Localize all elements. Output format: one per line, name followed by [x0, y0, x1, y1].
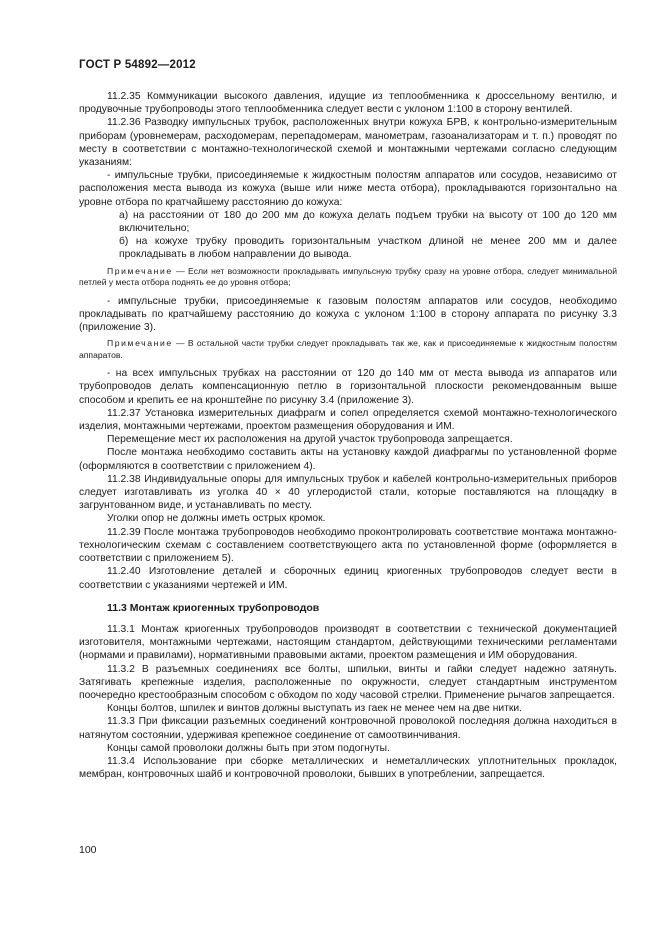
paragraph-11-2-39: 11.2.39 После монтажа трубопроводов необходимо проконтролировать соответствие монтажа монтажно-технологическим схемам с составлением соответствующего акта по установленной форме (оформляется в соответствии с приложением 5). [79, 526, 617, 565]
paragraph-11-2-36: 11.2.36 Разводку импульсных трубок, расположенных внутри кожуха БРВ, к контрольно-измерительным приборам (уровнемерам, расходомерам, перепадомерам, манометрам, газоанализаторам и т. п.) проводят по месту в соответствии с монтажно-технологической схемой и монтажными чертежами согласно следующим указаниям: [79, 117, 617, 169]
paragraph-11-2-40: 11.2.40 Изготовление деталей и сборочных единиц криогенных трубопроводов следует вести в соответствии с указаниями чертежей и ИМ. [79, 566, 617, 591]
paragraph-wire-ends: Концы самой проволоки должны быть при этом подогнуты. [107, 742, 390, 754]
note-label: Примечание [107, 265, 173, 276]
paragraph-acts: После монтажа необходимо составить акты на установку каждой диафрагмы по установленной форме (оформляются в соответствии с приложением 4). [79, 447, 617, 472]
list-item-compensation-loop: - на всех импульсных трубках на расстоянии от 120 до 140 мм от места вывода из аппаратов или трубопроводов делать компенсационную петлю в горизонтальной плоскости рекомендованным выше способом и крепить ее на кронштейне по рисунку 3.4 (приложение 3). [79, 368, 617, 406]
paragraph-11-3-2: 11.3.2 В разъемных соединениях все болты, шпильки, винты и гайки следует надежно затянуть. Затягивать крепежные изделия, расположенные по окружности, следует стандартным инструментом поочередно крестообразным способом с обходом по ходу часовой стрелки. Применение рычагов запрещается. [79, 663, 617, 701]
note-label: Примечание [107, 338, 173, 349]
sub-item-a: а) на расстоянии от 180 до 200 мм до кожуха делать подъем трубки на высоту от 100 до 120 мм включительно; [119, 209, 617, 235]
paragraph-11-3-4: 11.3.4 Использование при сборке металлических и неметаллических уплотнительных прокладок, мембран, контровочных шайб и контровочной проволоки, бывших в употреблении, запрещается. [79, 755, 617, 781]
note-text: — В остальной части трубки следует прокладывать так же, как и присоединяемые к жидкостным полостям аппаратов. [79, 338, 617, 360]
paragraph-11-2-38: 11.2.38 Индивидуальные опоры для импульсных трубок и кабелей контрольно-измерительных приборов следует изготавливать из уголка 40 × 40 углеродистой стали, которые поставляются на площадку в загрунтованном виде, и устанавливать по месту. [79, 473, 617, 512]
page-number: 100 [79, 844, 97, 856]
paragraph-11-3-1: 11.3.1 Монтаж криогенных трубопроводов производят в соответствии с технической документацией изготовителя, монтажными чертежами, настоящим стандартом, действующими техническими регламентами (нормами и правилами), нормативными правовыми актами, проектом размещения и ИМ оборудования. [79, 623, 617, 662]
section-heading-11-3: 11.3 Монтаж криогенных трубопроводов [107, 601, 320, 614]
note-2 [79, 338, 617, 361]
paragraph-11-3-3: 11.3.3 При фиксации разъемных соединений контровочной проволокой последняя должна находиться в натянутом состоянии, удерживая крепежное соединение от самоотвинчивания. [79, 716, 617, 741]
paragraph-relocation-prohibited: Перемещение мест их расположения на другой участок трубопровода запрещается. [107, 434, 513, 446]
note-text: — Если нет возможности прокладывать импульсную трубку сразу на уровне отбора, следует минимальной петлей у места отбора поднять ее до уровня отбора; [79, 265, 617, 288]
note-1 [79, 266, 617, 289]
standard-header: ГОСТ Р 54892—2012 [79, 59, 196, 71]
sub-item-b: б) на кожухе трубку проводить горизонтальным участком длиной не менее 200 мм и далее прокладывать в любом направлении до вывода. [119, 236, 617, 261]
list-item-gas-tubes: - импульсные трубки, присоединяемые к газовым полостям аппаратов или сосудов, необходимо прокладывать по кратчайшему расстоянию до кожуха с уклоном 1:100 в сторону аппарата по рисунку 3.3 (приложение 3). [79, 295, 617, 334]
paragraph-11-2-35: 11.2.35 Коммуникации высокого давления, идущие из теплообменника к дроссельному вентилю, и продувочные трубопроводы этого теплообменника следует вести с уклоном 1:100 в сторону вентилей. [79, 91, 617, 116]
paragraph-angle-edges: Уголки опор не должны иметь острых кромок. [107, 513, 326, 525]
list-item-liquid-tubes: - импульсные трубки, присоединяемые к жидкостным полостям аппаратов или сосудов, независимо от расположения места вывода из кожуха (выше или ниже места отбора), прокладываются горизонтально на уровне отбора по кратчайшему расстоянию до кожуха: [79, 170, 617, 208]
paragraph-11-2-37: 11.2.37 Установка измерительных диафрагм и сопел определяется схемой монтажно-технологического изделия, монтажными чертежами, проектом размещения оборудования и ИМ. [79, 407, 617, 433]
document-body [79, 90, 617, 781]
paragraph-bolt-ends: Концы болтов, шпилек и винтов должны выступать из гаек не менее чем на две нитки. [107, 703, 523, 715]
